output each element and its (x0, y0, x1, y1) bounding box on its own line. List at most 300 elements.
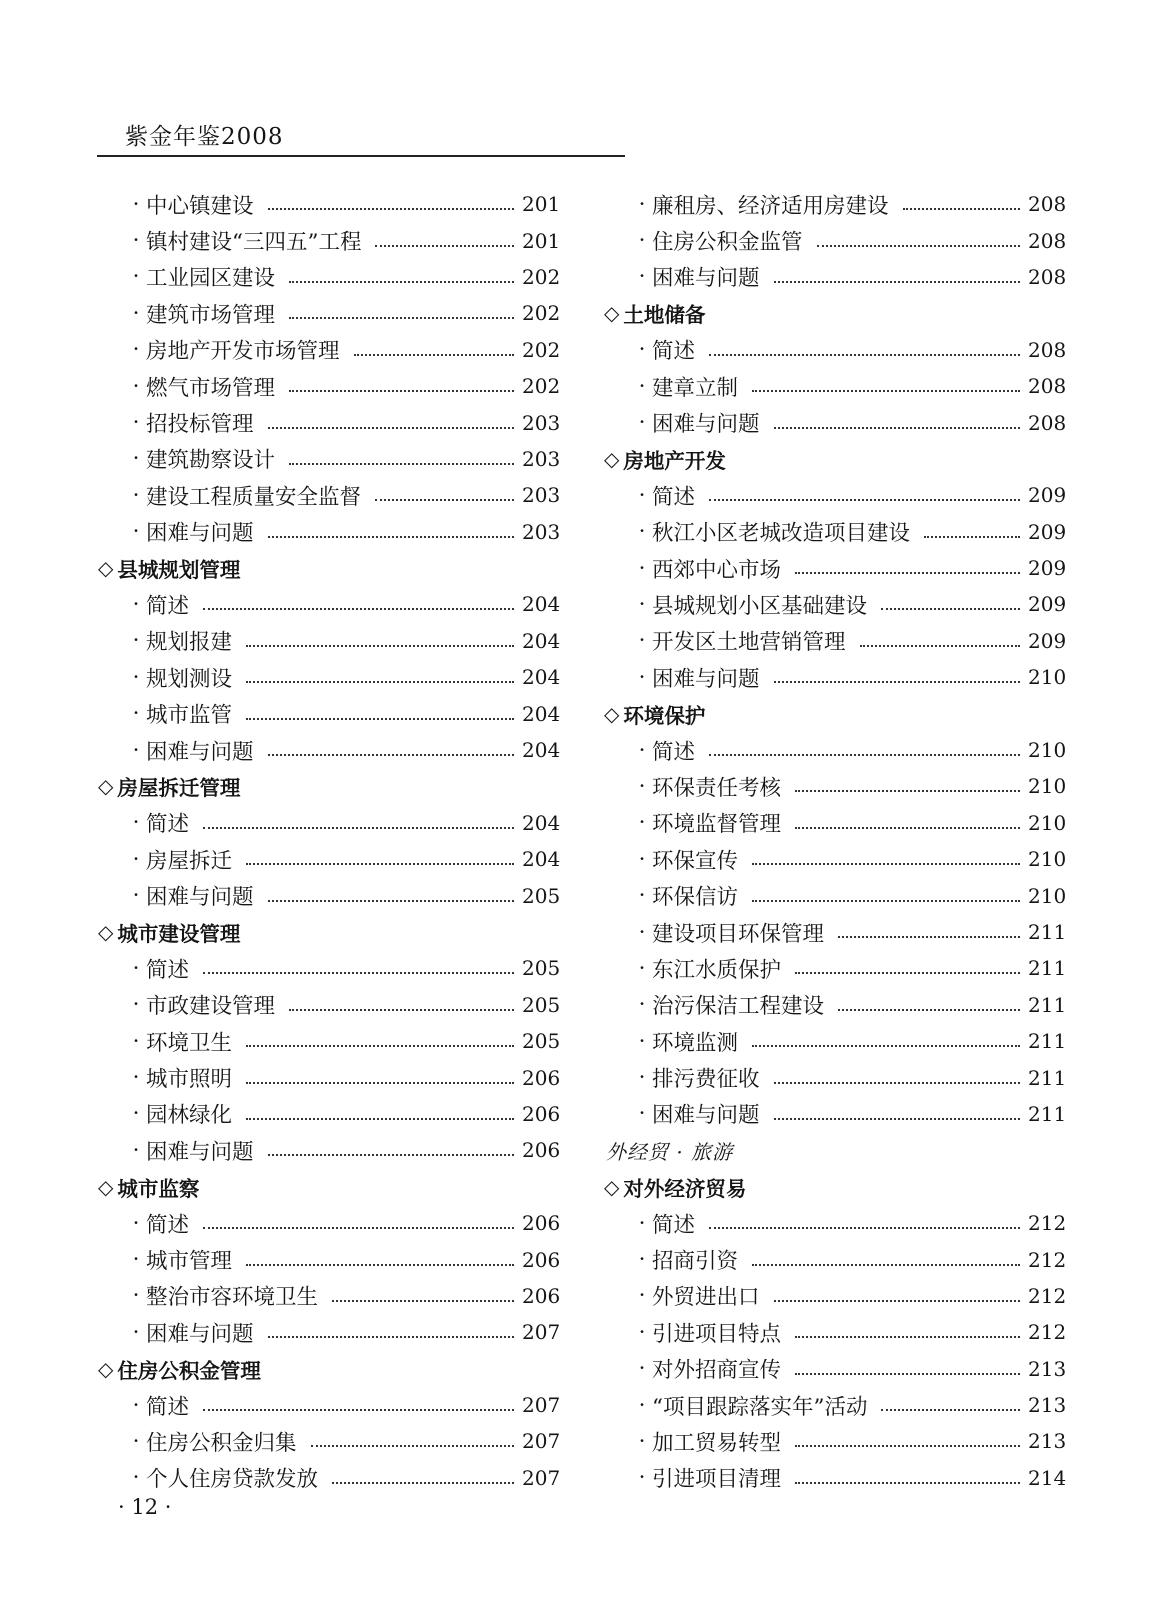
toc-entry[interactable] (98, 659, 561, 695)
page-number: · 12 · (118, 1495, 172, 1519)
diamond-icon: ◇ (98, 774, 114, 799)
toc-entry[interactable] (98, 1059, 561, 1095)
bullet-dot: · (132, 410, 140, 436)
toc-section-heading (98, 914, 558, 950)
dot-leader (268, 1154, 514, 1156)
toc-page-number: 207 (522, 1320, 561, 1345)
bullet-dot: · (638, 773, 646, 799)
toc-entry[interactable] (98, 441, 561, 477)
bullet-dot: · (638, 1356, 646, 1382)
section-title: 县城规划管理 (117, 558, 241, 583)
bullet-dot: · (132, 1283, 140, 1309)
toc-entry[interactable] (98, 1314, 561, 1350)
dot-leader (203, 827, 514, 829)
toc-entry-title: 住房公积金监管 (652, 230, 803, 256)
toc-entry[interactable] (604, 805, 1067, 841)
toc-entry-title: 园林绿化 (146, 1103, 233, 1129)
dot-leader (795, 972, 1020, 974)
toc-entry-title: 建设工程质量安全监督 (146, 484, 362, 510)
bullet-dot: · (638, 264, 646, 290)
bullet-dot: · (132, 337, 140, 363)
toc-page-number: 204 (522, 701, 561, 726)
toc-entry-title: 引进项目特点 (652, 1321, 782, 1347)
toc-page-number: 211 (1028, 920, 1067, 944)
toc-page-number: 202 (522, 264, 561, 289)
toc-entry[interactable] (98, 186, 561, 222)
bullet-dot: · (638, 737, 646, 763)
toc-entry[interactable] (98, 222, 561, 258)
bullet-dot: · (638, 1210, 646, 1236)
bullet-dot: · (638, 664, 646, 690)
toc-page-number: 206 (522, 1283, 561, 1308)
toc-entry-title: 规划报建 (146, 630, 233, 656)
dot-leader (709, 754, 1020, 756)
toc-entry[interactable] (604, 586, 1067, 622)
toc-page-number: 211 (1028, 992, 1067, 1017)
dot-leader (268, 208, 514, 210)
toc-entry-title: 简述 (652, 739, 696, 765)
bullet-dot: · (638, 1101, 646, 1127)
toc-entry[interactable] (604, 1023, 1067, 1059)
toc-entry-title: 建章立制 (652, 375, 739, 401)
dot-leader (795, 1336, 1020, 1338)
toc-section-heading (604, 695, 1064, 731)
dot-leader (354, 354, 514, 356)
toc-section-heading (604, 295, 1064, 331)
toc-page-number: 203 (522, 483, 561, 508)
bullet-dot: · (638, 337, 646, 363)
dot-leader (795, 572, 1020, 574)
toc-entry[interactable] (604, 1387, 1067, 1423)
toc-entry[interactable] (98, 877, 561, 913)
page-header-title: 紫金年鉴2008 (125, 124, 284, 150)
toc-entry[interactable] (604, 368, 1067, 404)
toc-page-number: 206 (522, 1065, 561, 1090)
dot-leader (332, 1482, 514, 1484)
dot-leader (289, 317, 514, 319)
dot-leader (246, 1118, 514, 1120)
toc-entry[interactable] (98, 732, 561, 768)
toc-entry[interactable] (604, 1351, 1067, 1387)
toc-entry-title: 环境监测 (652, 1030, 739, 1056)
toc-page-number: 212 (1028, 1283, 1067, 1308)
section-title: 城市建设管理 (117, 922, 241, 946)
toc-page-number: 208 (1028, 228, 1067, 253)
dot-leader (860, 645, 1020, 647)
toc-entry-title: 治污保洁工程建设 (652, 994, 825, 1020)
dot-leader (774, 681, 1020, 683)
toc-page-number: 206 (522, 1101, 561, 1126)
toc-entry[interactable] (604, 659, 1067, 695)
dot-leader (752, 1264, 1020, 1266)
dot-leader (203, 608, 514, 610)
toc-page-number: 209 (1028, 556, 1067, 581)
dot-leader (795, 1373, 1020, 1375)
toc-entry[interactable] (98, 1460, 561, 1496)
dot-leader (709, 354, 1020, 356)
bullet-dot: · (132, 701, 140, 727)
toc-entry[interactable] (98, 1023, 561, 1059)
toc-entry[interactable] (604, 732, 1067, 768)
dot-leader (268, 536, 514, 538)
toc-entry[interactable] (604, 768, 1067, 804)
toc-entry-title: 工业园区建设 (146, 266, 276, 292)
dot-leader (881, 608, 1020, 610)
toc-entry[interactable] (98, 987, 561, 1023)
toc-entry[interactable] (98, 1241, 561, 1277)
dot-leader (903, 208, 1020, 210)
toc-entry-title: 困难与问题 (146, 1139, 254, 1165)
toc-page-number: 202 (522, 337, 561, 362)
bullet-dot: · (638, 1028, 646, 1054)
toc-page-number: 207 (522, 1393, 561, 1418)
toc-entry-title: 困难与问题 (146, 521, 254, 547)
toc-section-heading (604, 1169, 1064, 1205)
toc-page-number: 204 (522, 665, 561, 690)
bullet-dot: · (132, 992, 140, 1018)
toc-entry-title: 简述 (146, 1394, 190, 1420)
toc-page-number: 203 (522, 410, 561, 435)
dot-leader (795, 827, 1020, 829)
dot-leader (752, 390, 1020, 392)
bullet-dot: · (638, 1465, 646, 1491)
bullet-dot: · (638, 1247, 646, 1273)
toc-entry[interactable] (604, 623, 1067, 659)
bullet-dot: · (132, 1028, 140, 1054)
toc-entry-title: “项目跟踪落实年”活动 (652, 1394, 868, 1420)
dot-leader (268, 754, 514, 756)
bullet-dot: · (132, 264, 140, 290)
diamond-icon: ◇ (604, 301, 620, 326)
toc-page-number: 204 (522, 810, 561, 835)
bullet-dot: · (132, 373, 140, 399)
toc-entry-title: 个人住房贷款发放 (146, 1467, 319, 1493)
toc-entry[interactable] (604, 950, 1067, 986)
toc-entry[interactable] (98, 805, 561, 841)
toc-entry-title: 外贸进出口 (652, 1285, 760, 1311)
toc-page-number: 213 (1028, 1356, 1067, 1381)
bullet-dot: · (638, 373, 646, 399)
toc-entry[interactable] (604, 841, 1067, 877)
bullet-dot: · (638, 410, 646, 436)
dot-leader (924, 536, 1020, 538)
diamond-icon: ◇ (604, 446, 620, 471)
toc-entry-title: 东江水质保护 (652, 957, 782, 983)
toc-page-number: 212 (1028, 1320, 1067, 1345)
bullet-dot: · (132, 1247, 140, 1273)
toc-entry-title: 简述 (146, 1212, 190, 1238)
toc-page-number: 204 (522, 847, 561, 872)
toc-entry[interactable] (604, 477, 1067, 513)
bullet-dot: · (638, 1428, 646, 1454)
toc-page-number: 208 (1028, 374, 1067, 399)
toc-page-number: 213 (1028, 1429, 1067, 1454)
toc-entry-title: 城市管理 (146, 1249, 233, 1275)
dot-leader (752, 863, 1020, 865)
toc-entry-title: 环保责任考核 (652, 775, 782, 801)
section-title: 房地产开发 (623, 448, 726, 473)
toc-entry[interactable] (98, 368, 561, 404)
bullet-dot: · (638, 591, 646, 617)
dot-leader (289, 390, 514, 392)
dot-leader (774, 281, 1020, 283)
toc-entry[interactable] (604, 186, 1067, 222)
bullet-dot: · (638, 555, 646, 581)
toc-page-number: 210 (1028, 810, 1067, 835)
toc-entry-title: 建设项目环保管理 (652, 921, 825, 947)
toc-entry[interactable] (98, 841, 561, 877)
toc-entry-title: 市政建设管理 (146, 994, 276, 1020)
toc-page-number: 206 (522, 1138, 561, 1163)
toc-entry-title: 加工贸易转型 (652, 1430, 782, 1456)
toc-page-number: 209 (1028, 628, 1067, 653)
toc-entry[interactable] (604, 877, 1067, 913)
toc-entry-title: 困难与问题 (652, 266, 760, 292)
toc-entry[interactable] (98, 1132, 561, 1168)
diamond-icon: ◇ (98, 920, 114, 944)
bullet-dot: · (132, 846, 140, 872)
toc-entry-title: 西郊中心市场 (652, 557, 782, 583)
toc-page-number: 204 (522, 592, 561, 617)
toc-entry[interactable] (604, 1241, 1067, 1277)
toc-entry-title: 简述 (146, 957, 190, 983)
toc-entry-title: 城市照明 (146, 1067, 233, 1093)
toc-entry[interactable] (98, 1423, 561, 1459)
toc-entry[interactable] (98, 623, 561, 659)
dot-leader (375, 499, 514, 501)
toc-page-number: 208 (1028, 192, 1067, 217)
bullet-dot: · (132, 1319, 140, 1345)
toc-category-heading (604, 1132, 1064, 1168)
toc-page-number: 212 (1028, 1211, 1067, 1236)
toc-entry-title: 燃气市场管理 (146, 375, 276, 401)
toc-entry-title: 房地产开发市场管理 (146, 339, 340, 365)
dot-leader (774, 427, 1020, 429)
bullet-dot: · (132, 737, 140, 763)
toc-entry[interactable] (604, 259, 1067, 295)
section-title: 住房公积金管理 (117, 1358, 261, 1383)
toc-page-number: 208 (1028, 337, 1067, 362)
toc-page-number: 202 (522, 374, 561, 399)
toc-entry-title: 廉租房、经济适用房建设 (652, 193, 889, 219)
toc-page-number: 210 (1028, 665, 1067, 690)
bullet-dot: · (638, 810, 646, 836)
toc-entry[interactable] (98, 950, 561, 986)
toc-entry[interactable] (604, 1059, 1067, 1095)
toc-entry[interactable] (98, 332, 561, 368)
toc-entry[interactable] (604, 404, 1067, 440)
toc-entry[interactable] (604, 1423, 1067, 1459)
bullet-dot: · (638, 1283, 646, 1309)
toc-entry-title: 招投标管理 (146, 412, 254, 438)
toc-page-number: 206 (522, 1211, 561, 1236)
toc-entry[interactable] (604, 222, 1067, 258)
toc-entry-title: 环保宣传 (652, 848, 739, 874)
section-title: 城市监察 (117, 1176, 200, 1201)
bullet-dot: · (132, 1392, 140, 1418)
toc-entry-title: 困难与问题 (146, 885, 254, 911)
bullet-dot: · (638, 1065, 646, 1091)
toc-page-number: 207 (522, 1429, 561, 1454)
dot-leader (774, 1118, 1020, 1120)
toc-entry[interactable] (98, 477, 561, 513)
dot-leader (709, 499, 1020, 501)
toc-entry-title: 简述 (652, 1212, 696, 1238)
toc-entry-title: 中心镇建设 (146, 193, 254, 219)
toc-section-heading (98, 1169, 558, 1205)
section-title: 土地储备 (623, 303, 706, 328)
toc-entry-title: 建筑勘察设计 (146, 448, 276, 474)
toc-page-number: 204 (522, 738, 561, 763)
diamond-icon: ◇ (98, 1356, 114, 1381)
toc-page-number: 213 (1028, 1393, 1067, 1418)
toc-page-number: 203 (522, 519, 561, 544)
diamond-icon: ◇ (604, 1174, 620, 1199)
bullet-dot: · (638, 628, 646, 654)
toc-entry-title: 困难与问题 (652, 412, 760, 438)
bullet-dot: · (132, 1465, 140, 1491)
toc-entry[interactable] (98, 259, 561, 295)
toc-page-number: 205 (522, 883, 561, 908)
toc-entry-title: 困难与问题 (146, 739, 254, 765)
bullet-dot: · (638, 992, 646, 1018)
bullet-dot: · (132, 300, 140, 326)
bullet-dot: · (638, 519, 646, 545)
bullet-dot: · (132, 1210, 140, 1236)
bullet-dot: · (638, 191, 646, 217)
toc-page-number: 211 (1028, 1029, 1067, 1054)
toc-entry-title: 简述 (146, 812, 190, 838)
toc-section-heading (98, 768, 558, 804)
dot-leader (203, 1409, 514, 1411)
dot-leader (774, 1300, 1020, 1302)
toc-section-heading (98, 550, 558, 586)
bullet-dot: · (132, 191, 140, 217)
dot-leader (311, 1445, 514, 1447)
toc-entry-title: 困难与问题 (146, 1321, 254, 1347)
bullet-dot: · (638, 482, 646, 508)
toc-page-number: 201 (522, 228, 561, 253)
toc-entry[interactable] (98, 1205, 561, 1241)
toc-entry-title: 县城规划小区基础建设 (652, 593, 868, 619)
dot-leader (246, 1045, 514, 1047)
toc-entry[interactable] (604, 550, 1067, 586)
dot-leader (709, 1227, 1020, 1229)
bullet-dot: · (132, 1137, 140, 1163)
toc-page-number: 209 (1028, 483, 1067, 508)
bullet-dot: · (638, 919, 646, 945)
toc-entry[interactable] (98, 695, 561, 731)
toc-page-number: 211 (1028, 956, 1067, 981)
dot-leader (838, 1009, 1020, 1011)
toc-page-number: 208 (1028, 410, 1067, 435)
toc-entry-title: 镇村建设“三四五”工程 (146, 230, 362, 256)
toc-page-number: 203 (522, 446, 561, 471)
bullet-dot: · (638, 883, 646, 909)
bullet-dot: · (132, 810, 140, 836)
toc-entry-title: 规划测设 (146, 666, 233, 692)
bullet-dot: · (638, 955, 646, 981)
toc-entry-title: 简述 (146, 593, 190, 619)
bullet-dot: · (638, 1392, 646, 1418)
toc-section-heading (604, 441, 1064, 477)
toc-page-number: 210 (1028, 847, 1067, 872)
diamond-icon: ◇ (604, 701, 620, 726)
toc-entry[interactable] (98, 295, 561, 331)
section-title: 环境保护 (623, 703, 706, 728)
dot-leader (752, 1045, 1020, 1047)
toc-entry-title: 排污费征收 (652, 1067, 760, 1093)
toc-page-number: 212 (1028, 1247, 1067, 1272)
toc-section-heading (98, 1351, 558, 1387)
toc-entry-title: 秋江小区老城改造项目建设 (652, 521, 911, 547)
toc-entry-title: 城市监管 (146, 703, 233, 729)
bullet-dot: · (132, 228, 140, 254)
bullet-dot: · (132, 482, 140, 508)
toc-entry[interactable] (604, 1096, 1067, 1132)
toc-entry-title: 住房公积金归集 (146, 1430, 297, 1456)
toc-entry-title: 整治市容环境卫生 (146, 1285, 319, 1311)
toc-entry[interactable] (98, 586, 561, 622)
dot-leader (881, 1409, 1020, 1411)
dot-leader (289, 281, 514, 283)
toc-entry[interactable] (604, 987, 1067, 1023)
header-rule (97, 155, 625, 157)
dot-leader (246, 1264, 514, 1266)
diamond-icon: ◇ (98, 1174, 114, 1199)
toc-entry[interactable] (604, 1278, 1067, 1314)
toc-entry-title: 环境卫生 (146, 1030, 233, 1056)
toc-page-number: 209 (1028, 592, 1067, 617)
dot-leader (795, 790, 1020, 792)
toc-entry-title: 简述 (652, 484, 696, 510)
toc-page-number: 209 (1028, 519, 1067, 544)
toc-entry[interactable] (604, 332, 1067, 368)
bullet-dot: · (132, 519, 140, 545)
dot-leader (795, 1445, 1020, 1447)
dot-leader (203, 1227, 514, 1229)
toc-entry[interactable] (604, 1205, 1067, 1241)
bullet-dot: · (132, 1065, 140, 1091)
toc-page-number: 205 (522, 992, 561, 1017)
dot-leader (268, 427, 514, 429)
dot-leader (289, 1009, 514, 1011)
dot-leader (246, 645, 514, 647)
toc-entry-title: 开发区土地营销管理 (652, 630, 846, 656)
toc-page-number: 206 (522, 1247, 561, 1272)
toc-entry[interactable] (98, 1387, 561, 1423)
toc-entry-title: 建筑市场管理 (146, 302, 276, 328)
toc-entry[interactable] (98, 514, 561, 550)
diamond-icon: ◇ (98, 556, 114, 581)
toc-entry-title: 对外招商宣传 (652, 1358, 782, 1384)
bullet-dot: · (132, 628, 140, 654)
toc-entry-title: 困难与问题 (652, 1103, 760, 1129)
toc-entry[interactable] (98, 1278, 561, 1314)
toc-page-number: 207 (522, 1465, 561, 1490)
dot-leader (795, 1482, 1020, 1484)
toc-entry[interactable] (98, 1096, 561, 1132)
toc-entry[interactable] (604, 1314, 1067, 1350)
bullet-dot: · (132, 591, 140, 617)
toc-entry[interactable] (98, 404, 561, 440)
toc-page-number: 210 (1028, 774, 1067, 799)
toc-entry[interactable] (604, 1460, 1067, 1496)
toc-page-number: 210 (1028, 738, 1067, 763)
toc-page-number: 204 (522, 628, 561, 653)
toc-entry[interactable] (604, 514, 1067, 550)
toc-entry[interactable] (604, 914, 1067, 950)
